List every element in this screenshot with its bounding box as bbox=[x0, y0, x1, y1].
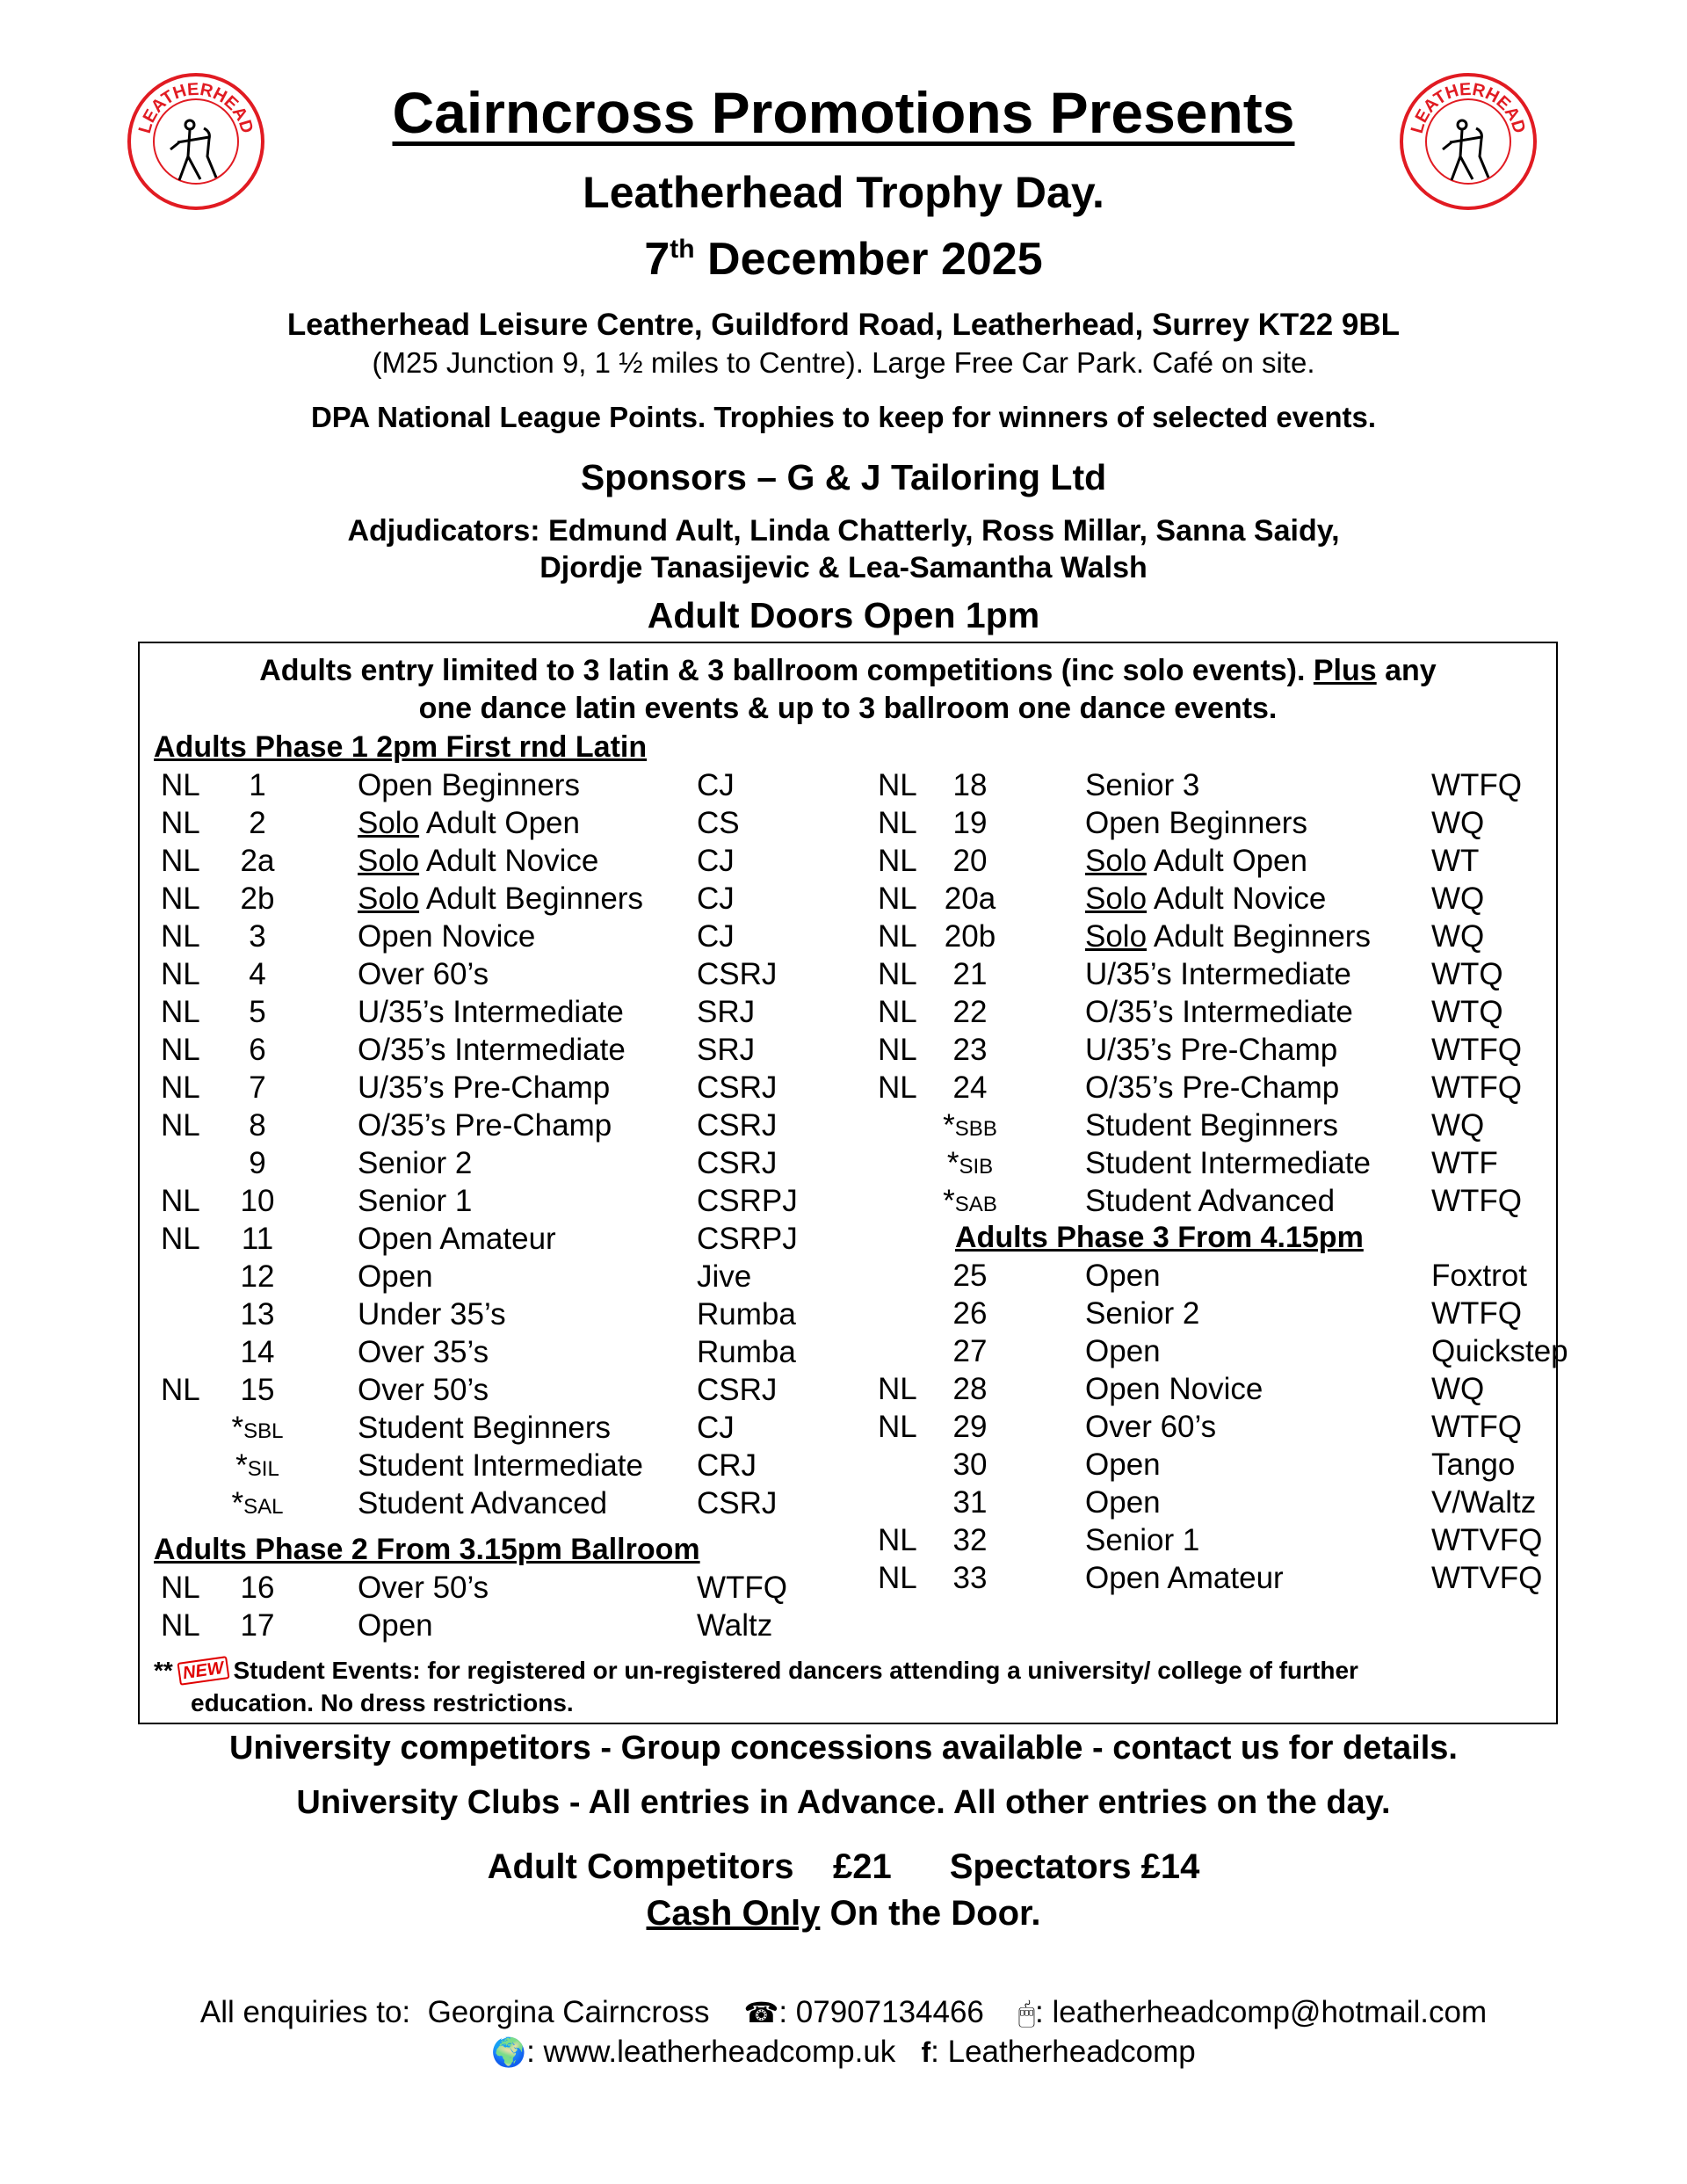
event-row bbox=[878, 1257, 1546, 1295]
league-marker: NL bbox=[161, 919, 200, 954]
event-dances: Jive bbox=[697, 1259, 752, 1294]
event-number: *SBL bbox=[231, 1411, 284, 1445]
event-row bbox=[161, 1031, 829, 1069]
event-number: 14 bbox=[240, 1335, 275, 1369]
facebook-link[interactable]: : Leatherheadcomp bbox=[930, 2035, 1196, 2069]
event-number: 29 bbox=[952, 1410, 988, 1444]
contact-line-2 bbox=[0, 1999, 1687, 2070]
event-number: 31 bbox=[952, 1485, 988, 1520]
league-marker: NL bbox=[878, 919, 917, 954]
event-name: Open Novice bbox=[358, 919, 536, 954]
league-marker: NL bbox=[161, 1222, 200, 1256]
prices bbox=[0, 1847, 1687, 1887]
league-marker: NL bbox=[161, 957, 200, 991]
event-name: U/35’s Pre-Champ bbox=[358, 1070, 611, 1105]
league-marker: NL bbox=[878, 1070, 917, 1105]
event-row bbox=[878, 918, 1546, 955]
event-row bbox=[161, 842, 829, 880]
phase-3-heading: Adults Phase 3 From 4.15pm bbox=[955, 1221, 1364, 1254]
event-number: 20 bbox=[952, 844, 988, 878]
university-clubs: University Clubs - All entries in Advance. All other entries on the day. bbox=[296, 1784, 1391, 1821]
event-number: 26 bbox=[952, 1296, 988, 1331]
event-name: O/35’s Intermediate bbox=[358, 1033, 626, 1067]
event-name: Over 60’s bbox=[358, 957, 489, 991]
event-dances: Foxtrot bbox=[1431, 1259, 1527, 1293]
league-marker: NL bbox=[878, 995, 917, 1029]
event-dances: CSRJ bbox=[697, 1070, 778, 1105]
new-badge-icon: NEW bbox=[177, 1656, 229, 1686]
league-marker: NL bbox=[878, 957, 917, 991]
phone-icon: ☎ bbox=[743, 1997, 779, 2028]
event-number: 27 bbox=[952, 1334, 988, 1368]
event-number: *SIL bbox=[235, 1448, 279, 1483]
event-name: Senior 2 bbox=[1085, 1296, 1200, 1331]
event-dances: WT bbox=[1431, 844, 1480, 878]
event-dances: CSRJ bbox=[697, 1373, 778, 1407]
event-number: 7 bbox=[249, 1070, 266, 1105]
league-marker: NL bbox=[878, 768, 917, 802]
event-dances: CSRPJ bbox=[697, 1222, 798, 1256]
event-number: *SAL bbox=[231, 1486, 284, 1520]
globe-icon: 🌍 bbox=[491, 2036, 527, 2068]
event-number: 23 bbox=[952, 1033, 988, 1067]
event-name: Under 35’s bbox=[358, 1297, 506, 1331]
event-name: Open bbox=[1085, 1448, 1161, 1482]
student-events-footnote: ** NEW Student Events: for registered or un-registered dancers attending a university/ college of further education. No dress restrictions. bbox=[154, 1657, 1358, 1716]
event-name: Leatherhead Trophy Day. bbox=[583, 168, 1104, 217]
event-number: 20b bbox=[944, 919, 996, 954]
event-row bbox=[161, 880, 829, 918]
event-dances: WTFQ bbox=[1431, 1410, 1523, 1444]
event-dances: WTFQ bbox=[697, 1571, 788, 1605]
entry-limit-note-1: Adults entry limited to 3 latin & 3 ballroom competitions (inc solo events). Plus any bbox=[259, 654, 1437, 687]
event-name: Student Intermediate bbox=[1085, 1146, 1371, 1180]
event-row bbox=[878, 1107, 1546, 1144]
event-row bbox=[161, 1333, 829, 1371]
event-row bbox=[878, 1332, 1568, 1370]
event-name: Student Beginners bbox=[358, 1411, 611, 1445]
venue-note: (M25 Junction 9, 1 ½ miles to Centre). Large Free Car Park. Café on site. bbox=[372, 346, 1315, 379]
event-dances: WTFQ bbox=[1431, 1033, 1523, 1067]
event-dances: WTQ bbox=[1431, 995, 1503, 1029]
event-dances: WTVFQ bbox=[1431, 1561, 1543, 1595]
league-marker: NL bbox=[161, 806, 200, 840]
enquiries-contact: All enquiries to: Georgina Cairncross bbox=[199, 1995, 710, 2029]
event-row bbox=[878, 993, 1546, 1031]
event-name: Open bbox=[1085, 1485, 1161, 1520]
event-name: Open bbox=[358, 1259, 433, 1294]
league-marker: NL bbox=[878, 1523, 917, 1557]
league-marker: NL bbox=[161, 1608, 200, 1643]
event-number: *SBB bbox=[943, 1108, 997, 1143]
event-name: Student Intermediate bbox=[358, 1448, 643, 1483]
event-row bbox=[161, 1220, 829, 1258]
event-row bbox=[878, 1031, 1546, 1069]
event-dances: CJ bbox=[697, 844, 735, 878]
event-row bbox=[161, 1569, 829, 1607]
page-title: Cairncross Promotions Presents bbox=[392, 80, 1295, 145]
event-row bbox=[878, 1144, 1546, 1182]
event-row bbox=[161, 1144, 829, 1182]
event-row bbox=[878, 1559, 1546, 1597]
university-concessions: University competitors - Group concessions available - contact us for details. bbox=[229, 1730, 1458, 1767]
event-number: 16 bbox=[240, 1571, 275, 1605]
event-number: 10 bbox=[240, 1184, 275, 1218]
event-name: U/35’s Intermediate bbox=[358, 995, 624, 1029]
event-number: 9 bbox=[249, 1146, 266, 1180]
event-name: Open Beginners bbox=[358, 768, 580, 802]
event-name: Student Beginners bbox=[1085, 1108, 1338, 1143]
event-dances: WTVFQ bbox=[1431, 1523, 1543, 1557]
event-name: Open bbox=[1085, 1334, 1161, 1368]
event-row bbox=[161, 955, 829, 993]
event-name: Senior 1 bbox=[1085, 1523, 1200, 1557]
league-marker: NL bbox=[878, 1561, 917, 1595]
event-dances: WQ bbox=[1431, 1372, 1485, 1406]
event-dances: CJ bbox=[697, 1411, 735, 1445]
event-number: 2a bbox=[240, 844, 275, 878]
event-name: Solo Adult Open bbox=[1085, 844, 1307, 878]
event-dances: CRJ bbox=[697, 1448, 757, 1483]
sponsors: Sponsors – G & J Tailoring Ltd bbox=[580, 457, 1107, 497]
league-marker: NL bbox=[161, 1184, 200, 1218]
event-dances: CSRJ bbox=[697, 957, 778, 991]
mouse-icon: 🖱 bbox=[1017, 1997, 1036, 2028]
event-name: Solo Adult Beginners bbox=[358, 882, 643, 916]
event-row bbox=[878, 804, 1546, 842]
doors-open: Adult Doors Open 1pm bbox=[647, 595, 1040, 635]
event-row bbox=[161, 993, 829, 1031]
cash-only-note: Cash Only On the Door. bbox=[646, 1894, 1041, 1933]
event-name: Open bbox=[358, 1608, 433, 1643]
event-name: Over 50’s bbox=[358, 1571, 489, 1605]
event-name: Senior 2 bbox=[358, 1146, 473, 1180]
phase-1-heading: Adults Phase 1 2pm First rnd Latin bbox=[154, 730, 648, 764]
phase-2-heading: Adults Phase 2 From 3.15pm Ballroom bbox=[154, 1533, 700, 1566]
event-dances: WTF bbox=[1431, 1146, 1498, 1180]
spectator-price: Spectators £14 bbox=[949, 1847, 1200, 1886]
event-row bbox=[161, 918, 829, 955]
event-dances: CS bbox=[697, 806, 740, 840]
league-marker: NL bbox=[161, 1108, 200, 1143]
event-row bbox=[878, 1069, 1546, 1107]
event-row bbox=[161, 1484, 829, 1522]
event-name: Open Amateur bbox=[1085, 1561, 1284, 1595]
league-marker: NL bbox=[878, 1372, 917, 1406]
event-number: 5 bbox=[249, 995, 266, 1029]
adjudicators-line-1: Adjudicators: Edmund Ault, Linda Chatterly, Ross Millar, Sanna Saidy, bbox=[347, 514, 1340, 548]
event-name: U/35’s Pre-Champ bbox=[1085, 1033, 1338, 1067]
event-dances: WTFQ bbox=[1431, 1184, 1523, 1218]
event-number: 11 bbox=[241, 1222, 274, 1256]
event-row bbox=[878, 955, 1546, 993]
event-name: O/35’s Pre-Champ bbox=[1085, 1070, 1340, 1105]
event-name: Senior 1 bbox=[358, 1184, 473, 1218]
event-dances: WTQ bbox=[1431, 957, 1503, 991]
event-row bbox=[161, 1182, 829, 1220]
event-number: 15 bbox=[240, 1373, 275, 1407]
event-row bbox=[161, 1258, 829, 1295]
website-link[interactable]: : www.leatherheadcomp.uk bbox=[526, 2035, 896, 2069]
event-name: Open Beginners bbox=[1085, 806, 1307, 840]
event-name: Student Advanced bbox=[358, 1486, 608, 1520]
event-number: 28 bbox=[952, 1372, 988, 1406]
event-dances: WQ bbox=[1431, 806, 1485, 840]
event-row bbox=[161, 1607, 829, 1644]
league-marker: NL bbox=[161, 882, 200, 916]
league-marker: NL bbox=[878, 1410, 917, 1444]
event-name: Solo Adult Open bbox=[358, 806, 580, 840]
event-name: Over 50’s bbox=[358, 1373, 489, 1407]
event-dances: Rumba bbox=[697, 1335, 796, 1369]
event-row bbox=[161, 1107, 829, 1144]
event-name: O/35’s Intermediate bbox=[1085, 995, 1353, 1029]
event-number: 18 bbox=[952, 768, 988, 802]
event-row bbox=[878, 1521, 1546, 1559]
event-number: 33 bbox=[952, 1561, 988, 1595]
event-number: 19 bbox=[952, 806, 988, 840]
event-name: Solo Adult Novice bbox=[1085, 882, 1327, 916]
event-number: 32 bbox=[952, 1523, 988, 1557]
event-name: U/35’s Intermediate bbox=[1085, 957, 1351, 991]
league-marker: NL bbox=[878, 882, 917, 916]
event-number: 21 bbox=[952, 957, 988, 991]
event-number: 8 bbox=[249, 1108, 266, 1143]
event-name: Student Advanced bbox=[1085, 1184, 1336, 1218]
event-number: 25 bbox=[952, 1259, 988, 1293]
league-marker: NL bbox=[878, 806, 917, 840]
event-number: *SIB bbox=[946, 1146, 994, 1180]
event-row bbox=[161, 1447, 829, 1484]
event-row bbox=[878, 1182, 1546, 1220]
event-row bbox=[878, 1446, 1546, 1484]
event-dances: SRJ bbox=[697, 995, 756, 1029]
league-marker: NL bbox=[161, 844, 200, 878]
event-row bbox=[161, 1371, 829, 1409]
competitor-price: Adult Competitors £21 bbox=[487, 1847, 892, 1886]
event-row bbox=[878, 766, 1546, 804]
event-dances: CSRJ bbox=[697, 1108, 778, 1143]
event-row bbox=[878, 1408, 1546, 1446]
event-number: 20a bbox=[944, 882, 996, 916]
league-marker: NL bbox=[878, 844, 917, 878]
event-row bbox=[878, 1295, 1546, 1332]
event-date: 7th December 2025 bbox=[644, 234, 1043, 285]
event-number: 2b bbox=[240, 882, 275, 916]
event-number: 1 bbox=[249, 768, 266, 802]
event-dances: WQ bbox=[1431, 919, 1485, 954]
event-number: 12 bbox=[240, 1259, 275, 1294]
event-row bbox=[161, 766, 829, 804]
venue-address: Leatherhead Leisure Centre, Guildford Road, Leatherhead, Surrey KT22 9BL bbox=[286, 308, 1401, 342]
event-dances: WTFQ bbox=[1431, 1296, 1523, 1331]
league-info: DPA National League Points. Trophies to keep for winners of selected events. bbox=[310, 401, 1377, 433]
event-number: 22 bbox=[952, 995, 988, 1029]
event-dances: Waltz bbox=[697, 1608, 773, 1643]
event-number: 2 bbox=[249, 806, 266, 840]
event-name: Open Amateur bbox=[358, 1222, 556, 1256]
event-name: Open bbox=[1085, 1259, 1161, 1293]
event-name: Solo Adult Beginners bbox=[1085, 919, 1371, 954]
event-name: Solo Adult Novice bbox=[358, 844, 599, 878]
event-dances: CJ bbox=[697, 919, 735, 954]
event-dances: CSRJ bbox=[697, 1486, 778, 1520]
event-dances: WQ bbox=[1431, 882, 1485, 916]
adjudicators-line-2: Djordje Tanasijevic & Lea-Samantha Walsh bbox=[539, 551, 1148, 584]
email-address[interactable]: : leatherheadcomp@hotmail.com bbox=[1035, 1995, 1488, 2029]
event-row bbox=[878, 1484, 1546, 1521]
event-dances: Quickstep bbox=[1431, 1334, 1568, 1368]
event-dances: CSRJ bbox=[697, 1146, 778, 1180]
event-name: Over 35’s bbox=[358, 1335, 489, 1369]
event-name: Over 60’s bbox=[1085, 1410, 1217, 1444]
event-dances: WTFQ bbox=[1431, 768, 1523, 802]
event-row bbox=[161, 1295, 829, 1333]
event-number: 3 bbox=[249, 919, 266, 954]
event-dances: CSRPJ bbox=[697, 1184, 798, 1218]
event-name: Senior 3 bbox=[1085, 768, 1200, 802]
event-dances: WTFQ bbox=[1431, 1070, 1523, 1105]
event-number: 24 bbox=[952, 1070, 988, 1105]
event-dances: Rumba bbox=[697, 1297, 796, 1331]
event-row bbox=[161, 1069, 829, 1107]
event-row bbox=[878, 880, 1546, 918]
facebook-icon: f bbox=[921, 2036, 931, 2068]
event-row bbox=[878, 842, 1546, 880]
league-marker: NL bbox=[161, 995, 200, 1029]
league-marker: NL bbox=[161, 1033, 200, 1067]
event-dances: CJ bbox=[697, 882, 735, 916]
events-box bbox=[138, 642, 1568, 1724]
event-dances: WQ bbox=[1431, 1108, 1485, 1143]
svg-text:LEATHERHEAD: LEATHERHEAD bbox=[1407, 79, 1530, 136]
entry-limit-note-2: one dance latin events & up to 3 ballroom one dance events. bbox=[418, 692, 1278, 725]
event-dances: SRJ bbox=[697, 1033, 756, 1067]
league-marker: NL bbox=[161, 1373, 200, 1407]
event-number: 6 bbox=[249, 1033, 266, 1067]
event-dances: CJ bbox=[697, 768, 735, 802]
svg-text:LEATHERHEAD: LEATHERHEAD bbox=[134, 79, 257, 136]
event-number: *SAB bbox=[943, 1184, 997, 1218]
league-marker: NL bbox=[161, 768, 200, 802]
event-dances: Tango bbox=[1431, 1448, 1516, 1482]
event-row bbox=[878, 1370, 1546, 1408]
event-number: 13 bbox=[240, 1297, 275, 1331]
league-marker: NL bbox=[161, 1571, 200, 1605]
league-marker: NL bbox=[878, 1033, 917, 1067]
event-name: O/35’s Pre-Champ bbox=[358, 1108, 612, 1143]
event-number: 30 bbox=[952, 1448, 988, 1482]
event-number: 17 bbox=[240, 1608, 275, 1643]
event-row bbox=[161, 804, 829, 842]
event-dances: V/Waltz bbox=[1431, 1485, 1537, 1520]
event-name: Open Novice bbox=[1085, 1372, 1263, 1406]
phone-number[interactable]: : 07907134466 bbox=[778, 1995, 984, 2029]
event-number: 4 bbox=[249, 957, 266, 991]
event-row bbox=[161, 1409, 829, 1447]
league-marker: NL bbox=[161, 1070, 200, 1105]
